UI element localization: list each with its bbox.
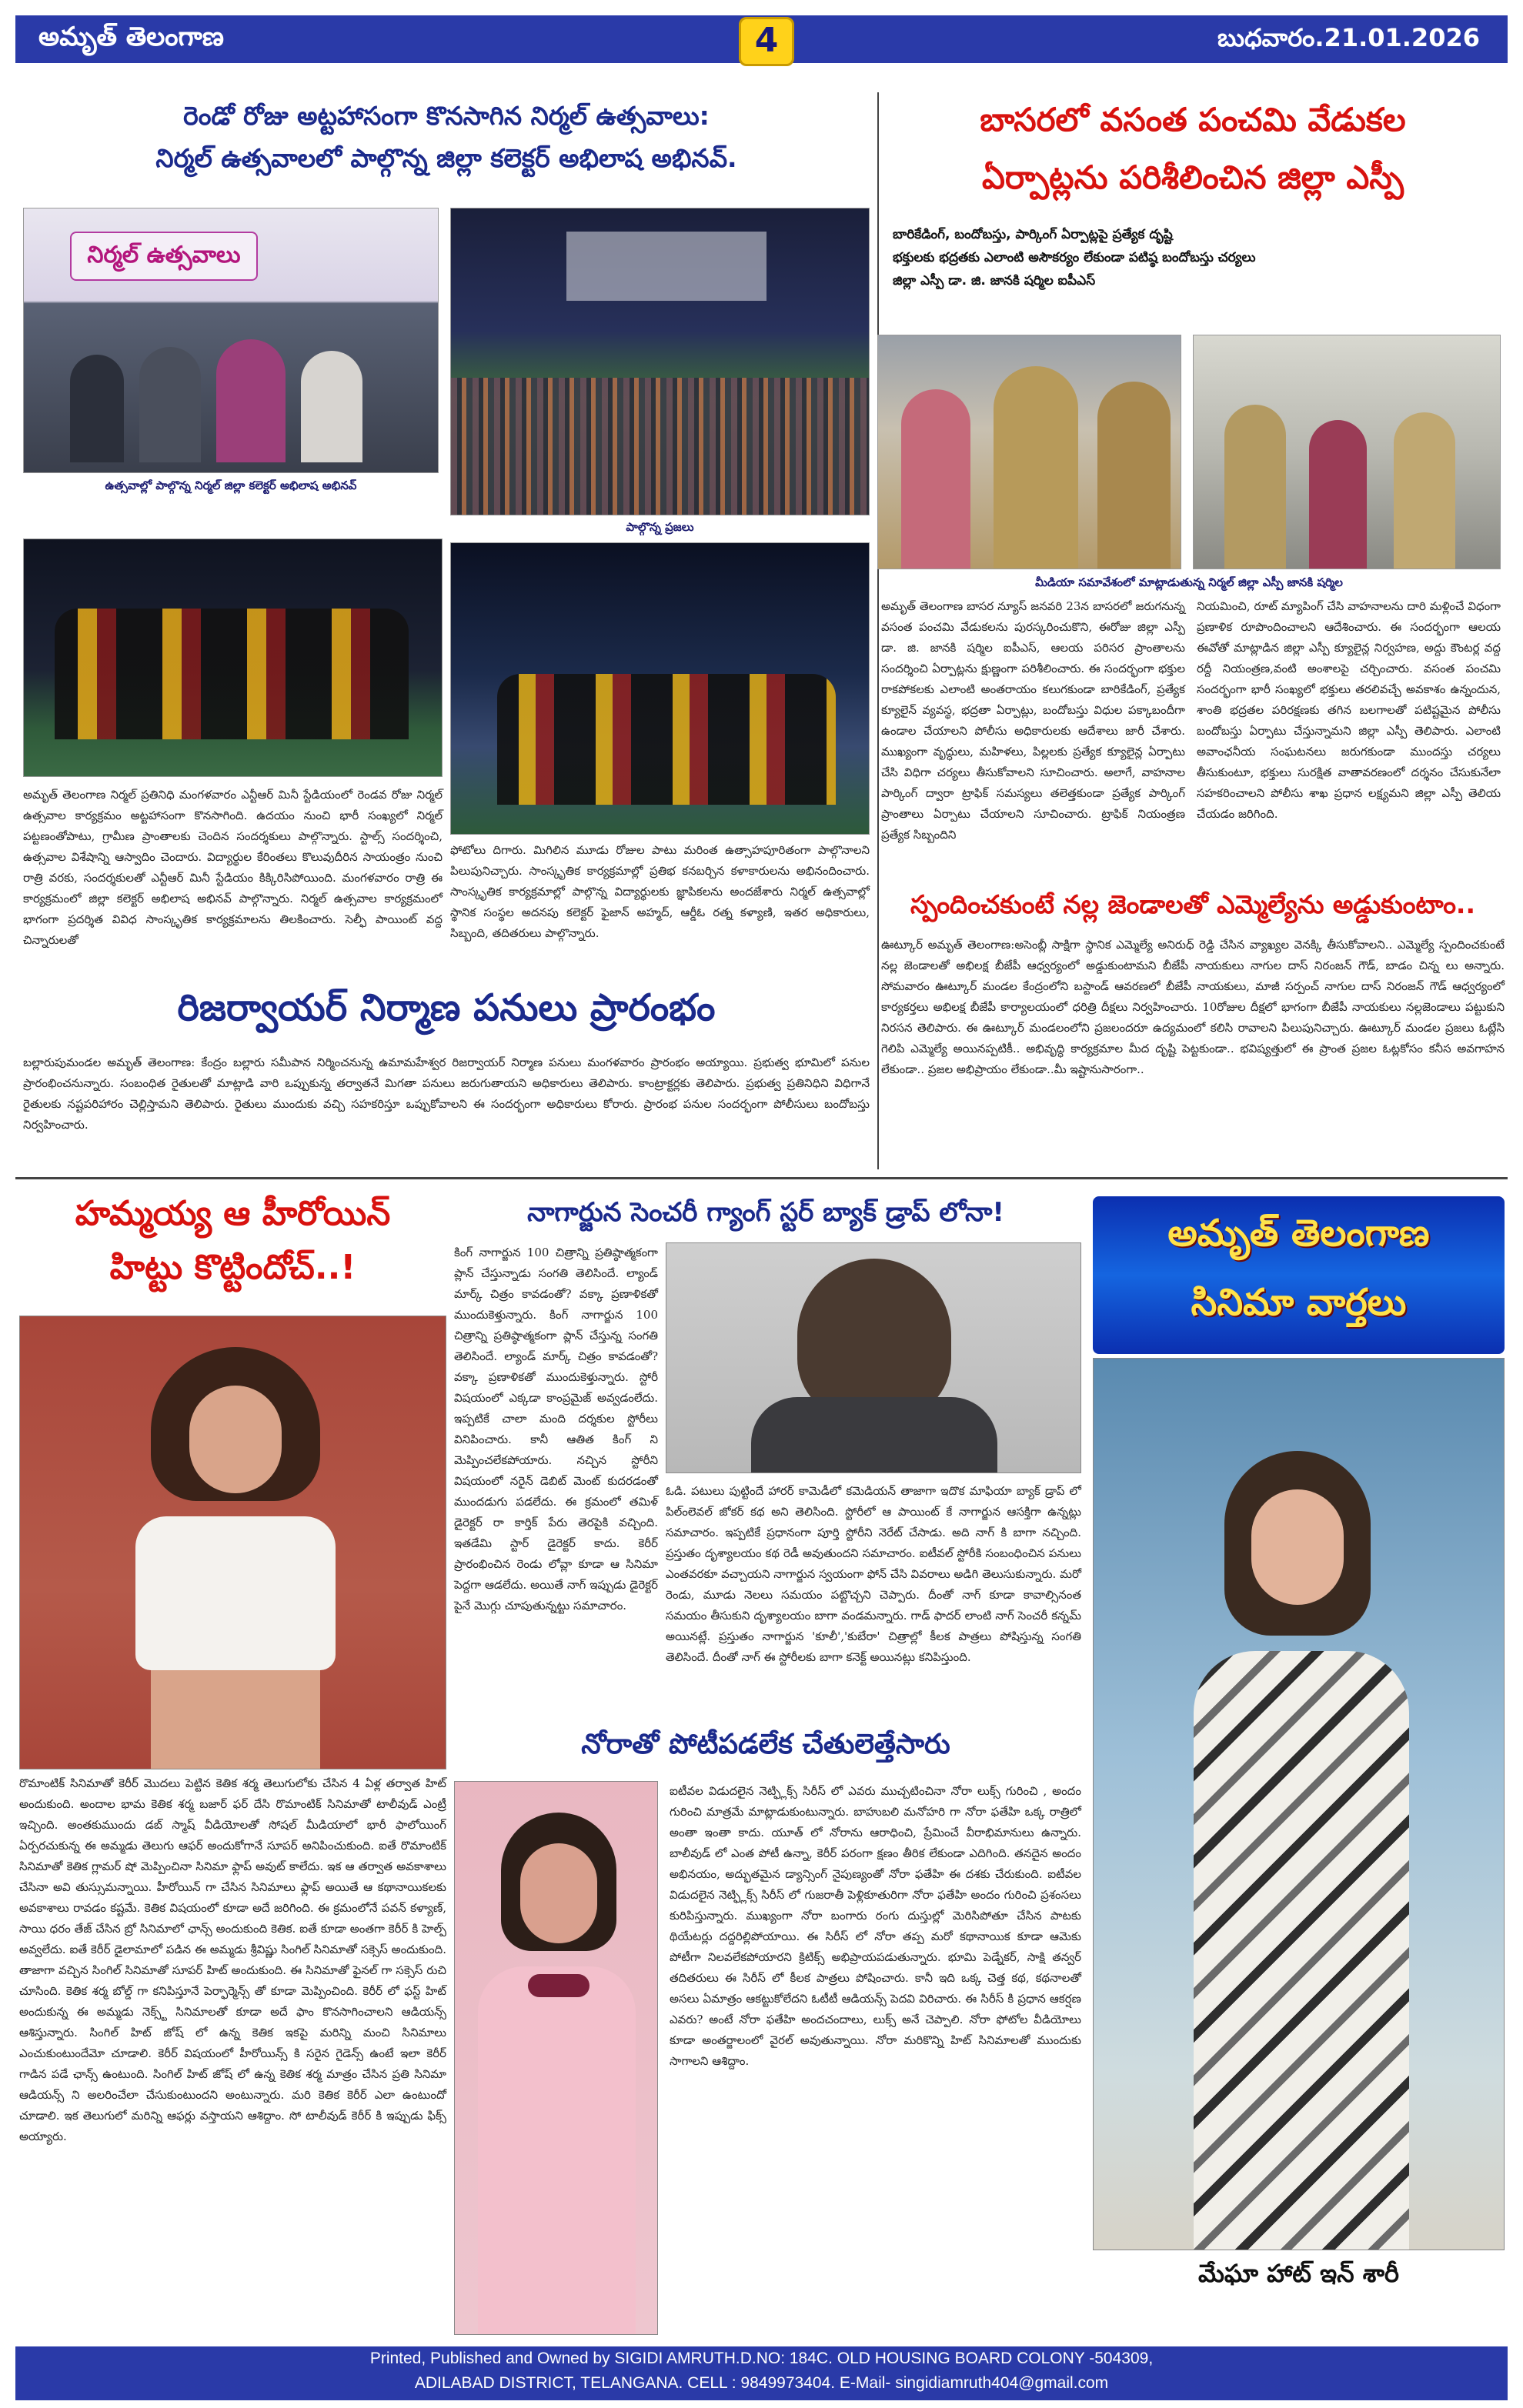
nirmal-utsavalu-banner: నిర్మల్ ఉత్సవాలు (70, 232, 258, 281)
masthead-bar (15, 15, 1508, 63)
nagarjuna-body-left: కింగ్ నాగార్జున 100 చిత్రాన్ని ప్రతిష్ఠాత్మకంగా ప్లాన్ చేస్తున్నాడు సంగతి తెలిసిందే. ల్యాండ్ మార్క్ చిత్రం కావడంతో? వక్కా ప్రణాళికతో ముందుకెళ్తున్నారు. కింగ్ నాగార్జున 100 చిత్రాన్ని ప్రతిష్ఠాత్మకంగా ప్లాన్ చేస్తున్న సంగతి తెలిసిందే. ల్యాండ్ మార్క్ చిత్రం కావడంతో? వక్కా ప్రణాళికతో ముందుకెళ్తున్నారు. స్టోరీ విషయంలో ఎక్కడా కాంప్రమైజ్ అవ్వడంలేదు. ఇప్పటికే చాలా మంది దర్శకుల స్టోరీలు వినిపించారు. కానీ ఆతిత కింగ్ ని మెప్పించలేకపోయారు. నచ్చిన స్టోరీని విషయంలో నరైన్ డెబిట్ మెంట్ కుదరడంతో ముందడుగు పడలేదు. ఈ క్రమంలో తమిళ్ డైరెక్టర్ రా కార్తిక్ పేరు తెరపైకి వచ్చింది. ఇతడేమి స్టార్ డైరెక్టర్ కాదు. కెరీర్ ప్రారంభించిన రెండు లోవ్లా కూడా ఆ సినిమా పెద్దగా ఆడలేదు. అయితే నాగ్ ఇప్పుడు డైరెక్టర్ పైనే మొగ్గు చూపుతున్నట్టు సమాచారం. (454, 1246, 658, 1613)
basara-caption: మీడియా సమావేశంలో మాట్లాడుతున్న నిర్మల్ జిల్లా ఎస్పీ జానకి షర్మిల (1035, 575, 1343, 589)
crowd-texture (451, 378, 870, 515)
megha-caption: మేఘా హాట్ ఇన్ శారీ (1198, 2259, 1399, 2288)
basara-sub-1: బారికేడింగ్, బందోబస్తు, పార్కింగ్ ఏర్పాట్లపై ప్రత్యేక దృష్టి (893, 227, 1173, 242)
megha-face (1251, 1489, 1344, 1605)
basara-sub-3: జిల్లా ఎస్పీ డా. జి. జానకి షర్మిల ఐపీఎస్ (893, 273, 1096, 288)
nora-dress (478, 1966, 636, 2335)
mla-headline: స్పందించకుంటే నల్ల జెండాలతో ఎమ్మెల్యేను అడ్డుకుంటాం.. (910, 889, 1475, 919)
officer-silhouette-2 (1097, 382, 1171, 569)
nora-necklace (528, 1974, 589, 1997)
officer-silhouette-3 (1224, 405, 1286, 569)
nora-body: ఐటీవల విడుదలైన నెట్ఫ్లిక్స్ సిరీస్ లో ఎవరు ముచ్చటించినా నోరా లుక్స్ గురించి , అందం గురించి మాత్రమే మాట్లాడుకుంటున్నారు. బాహుబలి మనోహరి గా నోరా ఫతేహి ఒక్క రాత్రిలో అంతా ఇంతా కాదు. యూత్ లో నోరాను ఆరాధించి, ప్రేమించే వీరాభిమానులు ఉన్నారు. బాలీవుడ్ లో ఎంత పోటీ ఉన్నా, కెరీర్ పరంగా క్షణం తీరిక లేకుండా ఎదిగింది. తనదైన అందం అభినయం, అద్భుతమైన డ్యాన్సింగ్ నైపుణ్యంతో నోరా ఫతేహి ఈ దశకు చేరుకుంది. ఐటీవల విడుదలైన నెట్ఫ్లిక్స్ సిరీస్ లో గుజరాతీ పెళ్లికూతురిగా నోరా ఫతేహి అందం గురించి ప్రశంసలు కురిపిస్తున్నారు. ముఖ్యంగా నోరా బంగారు రంగు దుస్తుల్లో మెరిసిపోతూ చేసిన పాటకు థియేటర్లు దద్దరిల్లిపోయాయి. ఈ సిరీస్ లో నోరా తప్ప మరో కథానాయిక కూడా ఆమెకు పోటీగా నిలవలేకపోయారని క్రిటిక్స్ అభిప్రాయపడుతున్నారు. భూమి పెడ్నేకర్, సాక్షి తన్వర్ తదితరులు ఈ సిరీస్ లో కీలక పాత్రలు పోషించారు. కానీ ఇది ఒక్క చెత్త కథ, కథనాలతో అసలు ఏమాత్రం ఆకట్టుకోలేదని ఓటీటీ ఆడియన్స్ పెదవి విరిచారు. ఈ సిరీస్ కి ప్రధాన ఆకర్షణ ఎవరు? అంటే నోరా ఫతేహి అందచందాలు, లుక్స్ అనే చెప్పాలి. నోరా ఫోటోల వీడియోలు కూడా అంతర్జాలంలో వైరల్ అవుతున్నాయి. నోరా మరికొన్ని హిట్ సినిమాలతో ముందుకు సాగాలని ఆశిద్దాం. (670, 1784, 1081, 2068)
nirmal-headline-1: రెండో రోజు అట్టహాసంగా కొనసాగిన నిర్మల్ ఉత్సవాలు: (183, 101, 710, 131)
nirmal-dance-photo-1 (23, 539, 443, 777)
cinema-news-brand (1093, 1196, 1505, 1354)
nirmal-body-right: ఫోటోలు దిగారు. మిగిలిన మూడు రోజుల పాటు మరింత ఉత్సాహపూరితంగా పాల్గొనాలని పిలుపునిచ్చారు. సాంస్కృతిక కార్యక్రమాల్లో ప్రతిభ కనబర్చిన కళాకారులను అభినందించారు. సాంస్కృతిక కార్యక్రమాల్లో పాల్గొన్న విద్యార్థులకు జ్ఞాపికలను అందజేశారు నిర్మల్ ఉత్సవాల్లో స్థానిక సంస్థల అదనపు కలెక్టర్ ఫైజాన్ అహ్మద్, ఆర్డీఓ రత్న కళ్యాణి, ఇతర అధికారులు, సిబ్బంది, తదితరులు పాల్గొన్నారు. (450, 843, 870, 940)
cinema-brand-line2: సినిమా వార్తలు (1191, 1281, 1407, 1324)
mla-body: ఊట్కూర్ అమృత్ తెలంగాణ:అసెంబ్లీ సాక్షిగా స్థానిక ఎమ్మెల్యే అనిరుధ్ రెడ్డి చేసిన వ్యాఖ్యల వెనక్కి తీసుకోవాలని.. ఎమ్మెల్యే స్పందించకుంటే నల్ల జెండాలతో అభిలక్ష బీజేపీ ఆధ్వర్యంలో అడ్డుకుంటామని బీజేపీ నాయకులు నాగుల దాస్ నిరంజన్ గౌడ్, బాడం చిన్న లు అన్నారు. సోమవారం ఊట్కూర్ మండల కేంద్రంలోని బస్టాండ్ ఆవరణలో బీజేపీ నాయకులు, మాజీ సర్పంచ్ నాగుల దాస్ నిరంజన్ గౌడ్ ఆధ్వర్యంలో కార్యకర్తలు అభిలక్ష బీజేపీ కార్యాలయంలో ధరిత్రి దీక్షలు నిర్వహించారు. 10రోజుల దీక్షలో భాగంగా బీజేపీ నాయకులు నల్లజెండాలు పట్టుకుని నిరసన తెలిపారు. ఈ ఊట్కూర్ మండలంలోని ప్రజలందరూ ఉద్యమంలో కలిసి రావాలని పిలుపునిచ్చారు. ఊట్కూర్ మండల ప్రజలు ఓట్లేసి గెలిపి ఎమ్మెల్యే అయినప్పటికీ.. అభివృద్ధి కార్యక్రమాల మీద దృష్టి పెట్టకుండా.. భవిష్యత్తులో ఈ ప్రాంత ప్రజల ఓట్లకోసం కనీస అవగాహన లేకుండా.. ప్రజల అభిప్రాయం లేకుండా..మీ ఇష్టానుసారంగా.. (881, 938, 1505, 1076)
nagarjuna-photo (666, 1242, 1081, 1473)
nirmal-headline-2: నిర్మల్ ఉత్సవాలలో పాల్గొన్న జిల్లా కలెక్టర్ అభిలాష అభినవ్. (155, 143, 737, 173)
issue-date: బుధవారం.21.01.2026 (1217, 23, 1480, 52)
footer-imprint (15, 2346, 1508, 2400)
nora-photo (454, 1781, 658, 2335)
white-top-shape (135, 1516, 336, 1670)
basara-body-left: అమృత్ తెలంగాణ బాసర న్యూస్ జనవరి 23న బాసరలో జరుగనున్న వసంత పంచమి వేడుకలను పురస్కరించుకొని, ఈరోజు జిల్లా ఎస్పీ డా. జి. జానకి షర్మిల ఐపీఎస్, ఆలయ పరిసర ప్రాంతాలను సందర్శించి ఏర్పాట్లను క్షుణ్ణంగా పరిశీలించారు. ఈ సందర్భంగా భక్తుల రాకపోకలకు ఎలాంటి అంతరాయం కలుగకుండా బారికేడింగ్, ప్రత్యేక క్యూలైన్ వ్యవస్థ, భద్రతా ఏర్పాట్లు, బందోబస్తు విధుల పక్కాబందీగా ఉండాల చేయాలని పోలీసు అధికారులకు ఆదేశాలు జారీ చేశారు. ముఖ్యంగా వృద్ధులు, మహిళలు, పిల్లలకు ప్రత్యేక క్యూలైన్ల ఏర్పాటు చేసి విధిగా చర్యలు తీసుకోవాలని సూచించారు. అలాగే, వాహనాల పార్కింగ్ ద్వారా ట్రాఫిక్ సమస్యలు తలెత్తకుండా ప్రత్యేక పార్కింగ్ ప్రాంతాలు ఏర్పాటు చేయాలని సూచించారు. ట్రాఫిక్ నియంత్రణ ప్రత్యేక సిబ్బందిని (881, 599, 1185, 842)
nagarjuna-headline: నాగార్జున సెంచరీ గ్యాంగ్ స్టర్ బ్యాక్ డ్రాప్ లోనా! (527, 1197, 1004, 1228)
basara-body-right: నియమించి, రూట్ మ్యాపింగ్ చేసి వాహనాలను దారి మళ్లించే విధంగా ప్రణాళిక రూపొందించాలని ఆదేశించారు. ఈ సందర్భంగా ఆలయ ఈవోతో మాట్లాడిన జిల్లా ఎస్పీ క్యూలైన్ల నిర్వహణ, అద్దు కౌంటర్ల వద్ద రద్దీ నియంత్రణ,వంటి అంశాలపై చర్చించారు. వసంత పంచమి సందర్భంగా భారీ సంఖ్యలో భక్తులు తరలివచ్చే అవకాశం ఉన్నందున, శాంతి భద్రతల పరిరక్షణకు తగిన బలగాలతో పటిష్టమైన పోలీసు బందోబస్తు ఏర్పాటు చేస్తున్నామని జిల్లా ఎస్పీ తెలిపారు. ఎలాంటి అవాంఛనీయ సంఘటనలు జరుగకుండా ముందస్తు చర్యలు తీసుకుంటూ, భక్తులు సురక్షిత వాతావరణంలో దర్శనం చేసుకునేలా సహకరించాలని పోలీసు శాఖ ప్రధాన లక్ష్యమని జిల్లా ఎస్పీ తెలియ చేయడం జరిగింది. (1197, 599, 1501, 821)
heroine-headline-1: హమ్మయ్య ఆ హీరోయిన్ (75, 1194, 391, 1233)
seated-officials-silhouettes (70, 339, 393, 462)
officer-silhouette-4 (1394, 412, 1455, 569)
heroine-photo (19, 1316, 446, 1769)
section-divider (15, 1177, 1508, 1179)
footer-line-2: ADILABAD DISTRICT, TELANGANA. CELL : 9849973404. E-Mail- singidiamruth404@gmail.com (414, 2374, 1109, 2392)
reservoir-body: బల్లారుపుమండల అమృత్ తెలంగాణ: కేంద్రం బల్లారు సమీపాన నిర్మించనున్న ఉమామహేశ్వర రిజర్వాయర్ నిర్మాణ పనులు మంగళవారం ప్రారంభం అయ్యాయి. ప్రభుత్వ భూమిలో పనుల ప్రారంభించనున్నారు. సంబంధిత రైతులతో మాట్లాడి వారి ఒప్పుకున్న తర్వాతనే మిగతా పనులు జరుగుతాయని అధికారులు తెలిపారు. కాంట్రాక్టర్లకు తెలిపారు. ప్రభుత్వ ప్రతినిధిని విధిగానే రైతులకు నష్టపరిహారం చెల్లిస్తామని తెలిపారు. రైతులు ముందుకు వచ్చి సహకరిస్తూ ఒప్పుకోవాలని ఈ సందర్భంగా అధికారులు కోరారు. ప్రారంభ పనుల సందర్భంగా పోలీసులు బందోబస్తు నిర్వహించారు. (23, 1056, 870, 1132)
paper-name: అమృత్ తెలంగాణ (38, 22, 224, 52)
nora-face (520, 1843, 597, 1943)
face-shape (189, 1386, 282, 1493)
megha-photo (1093, 1358, 1505, 2250)
basara-inspection-photo (1193, 335, 1501, 569)
nirmal-dance-photo-2 (450, 542, 870, 835)
page-number-badge: 4 (739, 17, 794, 66)
footer-line-1: Printed, Published and Owned by SIGIDI AMRUTH.D.NO: 184C. OLD HOUSING BOARD COLONY -504309, (369, 2350, 1154, 2367)
stadium-building (566, 232, 767, 301)
basara-headline-1: బాసరలో వసంత పంచమి వేడుకల (980, 101, 1406, 138)
megha-saree (1194, 1651, 1409, 2250)
reservoir-headline: రిజర్వాయర్ నిర్మాణ పనులు ప్రారంభం (177, 986, 716, 1029)
heroine-body: రొమాంటిక్ సినిమాతో కెరీర్ మొదలు పెట్టిన కెతిక శర్మ తెలుగులోకు చేసిన 4 ఏళ్ల తర్వాత హిట్ అందుకుంది. అందాల భామ కెతిక శర్మ బజార్ ఫర్ దేసి రొమాంటిక్ సినిమాతో టాలీవుడ్ ఎంట్రీ ఇచ్చింది. అంతకుముందు డబ్ స్మాష్ వీడియోలతో సోషల్ మీడియాలో భారీ ఫాలోయింగ్ ఏర్పరచుకున్న ఈ అమ్మడు తెలుగు ఆఫర్ అందుకోగానే సూపర్ అనిపించుకుంది. ఐతే రొమాంటిక్ సినిమాతో కెతిక గ్లామర్ షో మెప్పించినా సినిమా ఫ్లాప్ అవుట్ కాలేదు. ఇక ఆ తర్వాత అవకాశాలు చేసినా అవి తుస్సుమన్నాయి. హీరోయిన్ గా చేసిన సినిమాలు ఫ్లాప్ అయితే ఆ కథానాయికలకు అవకాశాలు రావడం కష్టమే. కెతిక విషయంలో కూడా అదే జరిగింది. ఈ క్రమంలోనే పవన్ కళ్యాణ్, సాయి ధరం తేజ్ చేసిన బ్రో సినిమాలో ఛాన్స్ అందుకుంది కెతిక. ఐతే కూడా అంతగా కెరీర్ కి హెల్ప్ అవ్వలేదు. ఐతే కెరీర్ డైలామాలో పడిన ఈ అమ్మడు శ్రీవిష్ణు సింగిల్ సినిమాతో సక్సెస్ అందుకుంది. తాజాగా వచ్చిన సింగిల్ సినిమాతో సూపర్ హిట్ అందుకుంది. ఈ సినిమాతో ఫైనల్ గా సక్సెస్ రుచి చూసింది. కెతిక శర్మ బోల్డ్ గా కనిపిస్తూనే పెర్ఫార్మెన్స్ తో కూడా మెప్పించింది. కెరీర్ లో ఫస్ట్ హిట్ అందుకున్న ఈ అమ్మడు నెక్స్ట్ సినిమాలతో కూడా అదే ఫాం కొనసాగించాలని ఆడియన్స్ ఆశిస్తున్నారు. సింగిల్ హిట్ జోష్ లో ఉన్న కెతిక ఇకపై మరిన్ని మంచి సినిమాలు ఎంచుకుంటుందేమో చూడాలి. కెరీర్ విషయంలో హీరోయిన్స్ కి సరైన గైడెన్స్ ఉంటే ఇలా కెరీర్ గాడిన పడే ఛాన్స్ ఉంటుంది. సింగిల్ హిట్ జోష్ లో ఉన్న కెతిక శర్మ మాత్రం చేసిన ప్రతి సినిమా ఆడియన్స్ ని అలరించేలా చేసుకుంటుందని అంటున్నారు. మరి కెతిక కెరీర్ ఎలా ఉంటుందో చూడాలి. ఇక తెలుగులో మరిన్ని ఆఫర్లు వస్తాయని ఆశిద్దాం. సో టాలీవుడ్ కెరీర్ కి ఇప్పుడు ఫిక్స్ అయ్యారు. (19, 1776, 446, 2143)
basara-sub-2: భక్తులకు భద్రతకు ఎలాంటి అసౌకర్యం లేకుండా పటిష్ఠ బందోబస్తు చర్యలు (893, 250, 1256, 265)
nirmal-caption-2: పాల్గొన్న ప్రజలు (626, 520, 694, 534)
basara-sp-media-photo (877, 335, 1181, 569)
waist-shape (151, 1670, 320, 1769)
person-silhouette (901, 389, 970, 569)
cinema-brand-line1: అమృత్ తెలంగాణ (1167, 1212, 1430, 1255)
nagarjuna-head (797, 1259, 951, 1420)
dancers-silhouette-2 (497, 674, 836, 805)
heroine-headline-2: హిట్టు కొట్టిందోచ్..! (109, 1248, 356, 1287)
nirmal-crowd-photo (450, 208, 870, 515)
column-divider (877, 92, 879, 1169)
officer-silhouette (994, 366, 1078, 569)
nirmal-collector-photo (23, 208, 439, 473)
basara-headline-2: ఏర్పాట్లను పరిశీలించిన జిల్లా ఎస్పీ (982, 158, 1404, 196)
nagarjuna-shoulders (751, 1397, 997, 1473)
nirmal-body-left: అమృత్ తెలంగాణ నిర్మల్ ప్రతినిధి మంగళవారం ఎన్టీఆర్ మినీ స్టేడియంలో రెండవ రోజు నిర్మల్ ఉత్సవాల కార్యక్రమం అట్టహాసంగా కొనసాగింది. ఉదయం నుంచి భారీ సంఖ్యలో నిర్మల్ పట్టణంతోపాటు, గ్రామీణ ప్రాంతాలకు చెందిన సందర్శకులు పాల్గొన్నారు. స్టాల్స్ సందర్శించి, ఉత్సవాల విశేషాన్ని ఆస్వాదిం చెందారు. విద్యార్థుల కేరింతలు కొలువుదీరిన సాయంత్రం నుంచి రాత్రి వరకు, సందర్శకులతో ఎన్టీఆర్ మినీ స్టేడియం కిక్కిరిసిపోయింది. మంగళవారం రాత్రి ఈ కార్యక్రమంలో జిల్లా కలెక్టర్ అభిలాష అభినవ్ పాల్గొన్నారు. నిర్మల్ ఉత్సవాల కార్యక్రమంలో భాగంగా ప్రదర్శిత వివిధ సాంస్కృతిక కార్యక్రమాలను తిలకించారు. సెల్ఫీ పాయింట్ వద్ద చిన్నారులతో (23, 788, 443, 947)
nora-headline: నోరాతో పోటీపడలేక చేతులెత్తేసారు (581, 1729, 950, 1760)
basara-subheads (893, 223, 1493, 292)
nirmal-caption-1: ఉత్సవాల్లో పాల్గొన్న నిర్మల్ జిల్లా కలెక్టర్ అభిలాష అభినవ్ (105, 479, 357, 492)
nagarjuna-body-right: ఓడి. పటులు పుట్టిందే హారర్ కామెడీలో కమెడియన్ తాజాగా ఇదొక మాఫియా బ్యాక్ డ్రాప్ లో పిల్ంలెవల్ జోకర్ కథ అని తెలిసింది. స్టోరీలో ఆ పాయింట్ కే నాగార్జున ఆసక్తిగా ఉన్నట్లు సమాచారం. ఇప్పటికే ప్రధానంగా పూర్తి స్టోరీని నెరేట్ చేసాడు. అది నాగ్ కి బాగా నచ్చింది. ప్రస్తుతం దృశ్యాలయం కథ రెడీ అవుతుందని సమాచారం. ఐటీవల్ స్టోరీకి సంబంధించిన పనులు ఎంతవరకూ వచ్చాయని నాగార్జున స్వయంగా ఫోన్ చేసి వివరాలు అడిగి తెలుసుకున్నారు. మరో రెండు, మూడు నెలలు సమయం పట్టొచ్చని చెప్పారు. దీంతో నాగ్ కూడా కావాల్సినంత సమయం తీసుకుని దృశ్యాలయం బాగా వండమన్నారు. గాడ్ ఫాదర్ లాంటి నాగ్ సెంచరీ కన్నమ్ అయినట్లే. ప్రస్తుతం నాగార్జున 'కూలీ','కుబేరా' చిత్రాల్లో కీలక పాత్రలు పోషిస్తున్న సంగతి తెలిసిందే. దీంతో నాగ్ ఈ స్టోరీలకు బాగా కనెక్ట్ అయినట్లు కనిపిస్తుంది. (666, 1484, 1081, 1664)
dancers-silhouette (55, 609, 409, 739)
person-silhouette-2 (1309, 420, 1367, 569)
